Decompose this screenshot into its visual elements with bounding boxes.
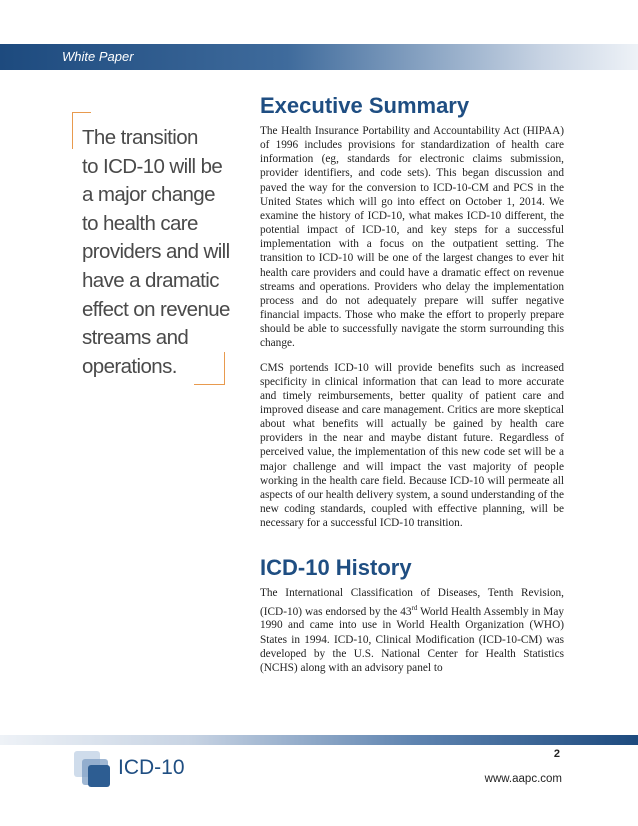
icd10-logo-icon (73, 750, 113, 790)
executive-summary-paragraph-2: CMS portends ICD-10 will provide benefits such as increased specificity in clinical information that can lead to more accurate and timely reimbursements, better quality of patient care and improved disease and care management. Critics are more skeptical about what benefits will actually be gained by health care providers in the near and maybe distant future. Regardless of perceived value, the implementation of this new code set will be a major challenge and will impact the vast majority of people working in the health care field. Because ICD-10 will permeate all aspects of our health delivery system, a sound understanding of the new coding standards, coupled with effective planning, will be necessary for a successful ICD-10 transition. (260, 361, 564, 530)
pull-quote-line: streams and (82, 326, 189, 350)
icd10-history-title: ICD-10 History (260, 555, 412, 581)
header-band (0, 44, 638, 70)
pull-quote-text (82, 124, 232, 381)
page-number: 2 (553, 748, 560, 760)
history-text-b: World Health Assembly in May 1990 and came into use in World Health Organization (WHO) States in 1994. ICD-10, Clinical Modification (ICD-10-CM) was developed by the U.S. National Center for Health Statistics (NCHS) along with an advisory panel to (260, 605, 565, 674)
executive-summary-paragraph-1: The Health Insurance Portability and Accountability Act (HIPAA) of 1996 includes provisions for standardization of health care information (eg, standards for electronic claims submission, provider identifiers, and code sets). This began discussion and paved the way for the conversion to ICD-10-CM and PCS in the United States which will go into effect on October 1, 2014. We examine the history of ICD-10, what makes ICD-10 different, the potential impact of ICD-10, and key steps for a successful implementation with a focus on the outpatient setting. The transition to ICD-10 will be one of the largest changes to ever hit health care providers and could have a dramatic effect on revenue streams and operations. Providers who delay the implementation process and do not adequately prepare will suffer negative financial impacts. Those who make the effort to properly prepare should be able to successfully navigate the storm surrounding this change. (260, 125, 564, 350)
pull-quote-bracket-bottom (194, 352, 225, 385)
pull-quote-line: operations. (82, 354, 177, 378)
executive-summary-title: Executive Summary (260, 93, 470, 118)
footer-band (0, 735, 638, 745)
pull-quote-line: The transition (82, 126, 198, 149)
icd10-history-paragraph (260, 586, 564, 675)
pull-quote-line: have a dramatic (82, 268, 219, 292)
ordinal-superscript: rd (411, 603, 418, 612)
pull-quote-line: to ICD-10 will be (82, 154, 223, 178)
main-content (260, 92, 564, 685)
header-label: White Paper (62, 49, 134, 64)
pull-quote (72, 112, 232, 384)
pull-quote-line: providers and will (82, 240, 230, 264)
pull-quote-line: to health care (82, 211, 198, 235)
history-text-a: The International Classification of Diseases, Tenth Revision, (ICD-10) was endorsed by the 43 (260, 587, 564, 618)
pull-quote-line: a major change (82, 183, 215, 207)
logo-text: ICD-10 (118, 756, 185, 779)
footer-url[interactable]: www.aapc.com (484, 773, 562, 785)
pull-quote-line: effect on revenue (82, 297, 230, 321)
